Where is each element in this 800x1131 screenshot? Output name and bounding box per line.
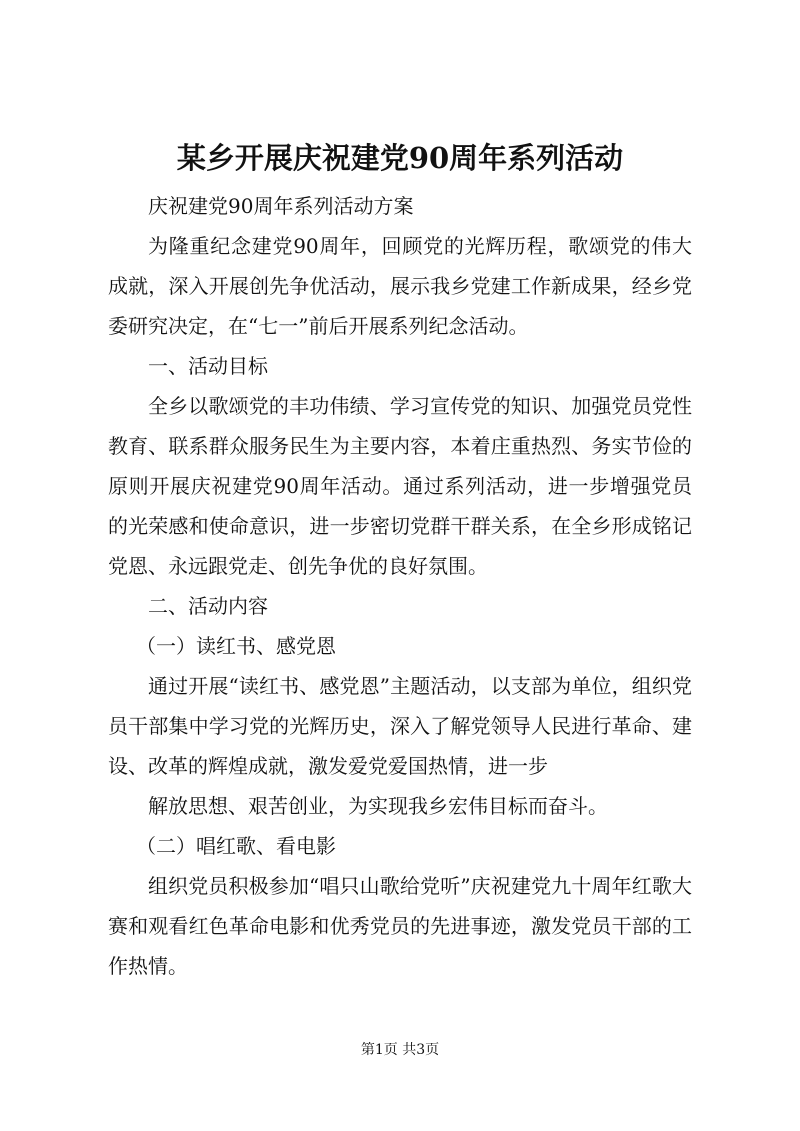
section-heading-goals: 一、活动目标 (148, 354, 268, 378)
page-footer: 第1页 共3页 (360, 1042, 440, 1058)
document-title: 某乡开展庆祝建党90周年系列活动 (176, 141, 624, 175)
paragraph-goals: 全乡以歌颂党的丰功伟绩、学习宣传党的知识、加强党员党性教育、联系群众服务民生为主要内容，本着庄重热烈、务实节俭的原则开展庆祝建党90周年活动。通过系列活动，进一步增强党员的光荣感和使命意识，进一步密切党群干群关系，在全乡形成铭记党恩、永远跟党走、创先争优的良好氛围。 (108, 394, 692, 578)
section-heading-content: 二、活动内容 (148, 594, 268, 618)
paragraph-sing-red-songs: 组织党员积极参加“唱只山歌给党听”庆祝建党九十周年红歌大赛和观看红色革命电影和优秀党员的先进事迹，激发党员干部的工作热情。 (108, 874, 692, 978)
paragraph-read-red-books: 通过开展“读红书、感党恩”主题活动，以支部为单位，组织党员干部集中学习党的光辉历史，深入了解党领导人民进行革命、建设、改革的辉煌成就，激发爱党爱国热情，进一步 (108, 674, 692, 778)
subsection-heading-read-red-books: （一）读红书、感党恩 (136, 634, 336, 658)
subsection-heading-sing-red-songs: （二）唱红歌、看电影 (136, 834, 336, 858)
paragraph-intro: 为隆重纪念建党90周年，回顾党的光辉历程，歌颂党的伟大成就，深入开展创先争优活动，展示我乡党建工作新成果，经乡党委研究决定，在“七一”前后开展系列纪念活动。 (108, 234, 692, 338)
document-body (108, 186, 692, 986)
paragraph-plan-title: 庆祝建党90周年系列活动方案 (148, 194, 414, 218)
paragraph-read-red-books-continued: 解放思想、艰苦创业，为实现我乡宏伟目标而奋斗。 (148, 794, 608, 818)
